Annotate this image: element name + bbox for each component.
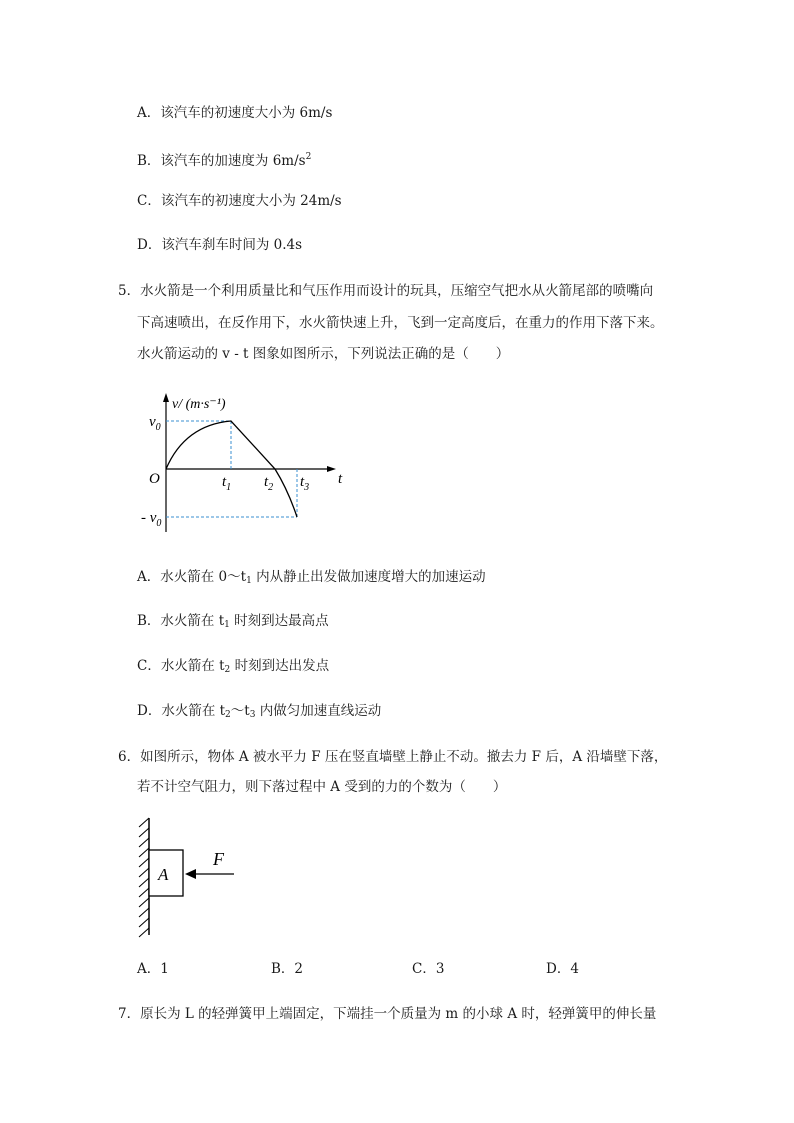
block-a-label: A — [158, 865, 169, 884]
q4-option-d: D．该汽车刹车时间为 0.4s — [137, 237, 303, 253]
x-axis-label: t — [338, 471, 343, 487]
v0-label: $v_0$ — [149, 414, 161, 433]
question-number: 5． — [118, 283, 141, 299]
q5-stem-line2: 下高速喷出，在反作用下，水火箭快速上升，飞到一定高度后，在重力的作用下落下来。 — [137, 315, 664, 331]
wall-block-figure — [135, 815, 245, 940]
q6-stem-line2: 若不计空气阻力，则下落过程中 A 受到的力的个数为（ ） — [137, 779, 507, 795]
q6-option-b: B．2 — [271, 961, 304, 977]
q5-option-d: D．水火箭在 t2～t3 内做匀加速直线运动 — [137, 703, 382, 720]
q6-stem-line1: 6．如图所示，物体 A 被水平力 F 压在竖直墙壁上静止不动。撤去力 F 后，A 沿墙壁下落， — [118, 749, 668, 765]
q4-option-c: C．该汽车的初速度大小为 24m/s — [137, 193, 342, 209]
vt-graph — [140, 390, 350, 535]
q4-option-b: B．该汽车的加速度为 $6m/s^2$ — [137, 152, 312, 169]
neg-v0-label: - $v_0$ — [141, 510, 162, 529]
t3-label: $t_3$ — [300, 474, 310, 493]
wall-hatching — [139, 818, 149, 937]
q6-option-d: D．4 — [546, 961, 579, 977]
y-axis-label: v/ (m·s⁻¹) — [172, 397, 226, 412]
t2-label: $t_2$ — [264, 474, 274, 493]
question-number: 7． — [118, 1006, 141, 1022]
q5-stem-line3: 水火箭运动的 v - t 图象如图所示，下列说法正确的是（ ） — [137, 346, 510, 362]
y-axis-arrow — [163, 393, 169, 402]
force-label: F — [213, 849, 224, 869]
x-axis-arrow — [327, 466, 336, 472]
origin-label: O — [149, 471, 160, 487]
q5-stem-line1: 5．水火箭是一个利用质量比和气压作用而设计的玩具，压缩空气把水从火箭尾部的喷嘴向 — [118, 283, 654, 299]
q6-option-c: C．3 — [412, 961, 445, 977]
q7-stem-line1: 7．原长为 L 的轻弹簧甲上端固定，下端挂一个质量为 m 的小球 A 时，轻弹簧甲的伸长量 — [118, 1006, 657, 1022]
q6-option-a: A．1 — [137, 961, 169, 977]
force-arrow-head — [185, 869, 196, 879]
q4-option-a: A．该汽车的初速度大小为 6m/s — [137, 105, 333, 121]
q5-option-a: A．水火箭在 0～t1 内从静止出发做加速度增大的加速运动 — [137, 569, 486, 586]
t1-label: $t_1$ — [222, 474, 232, 493]
question-number: 6． — [118, 749, 141, 765]
q5-option-b: B．水火箭在 t1 时刻到达最高点 — [137, 613, 329, 630]
q5-option-c: C．水火箭在 t2 时刻到达出发点 — [137, 658, 330, 675]
